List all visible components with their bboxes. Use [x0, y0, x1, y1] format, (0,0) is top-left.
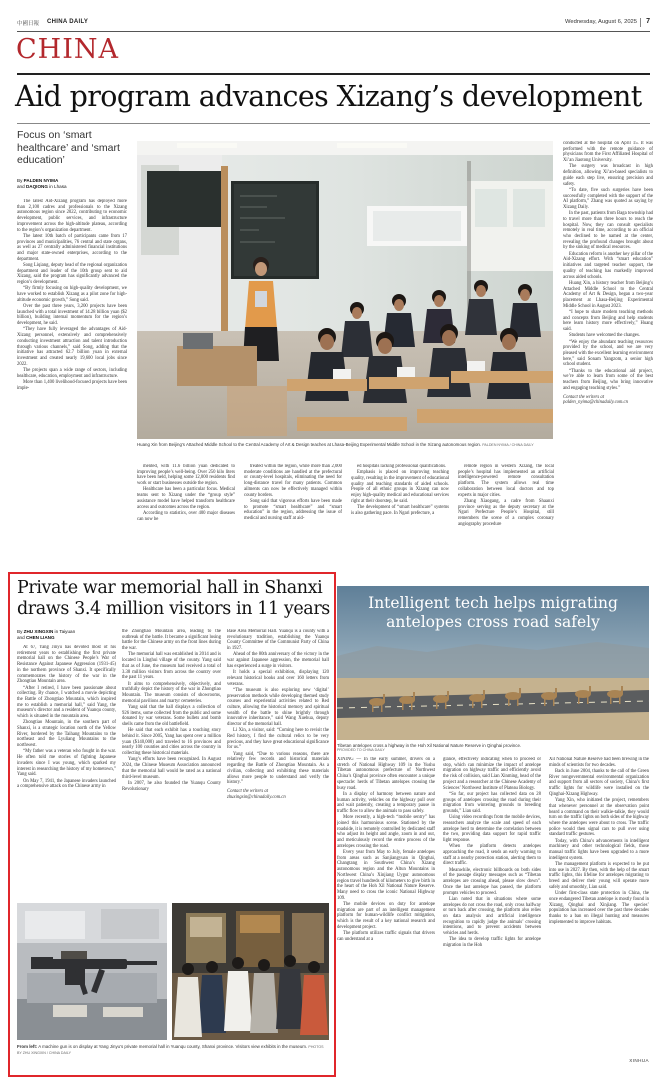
contact-label: Contact the writers at [563, 394, 605, 400]
byline-location: in Taiyuan [54, 629, 76, 634]
shanxi-byline [17, 629, 117, 641]
section-rule [17, 73, 650, 75]
paragraph: Every year from May to July, female antelopes from areas such as Sanjiangyuan in Qinghai, Changtang in Southwest China’s Xizang autonomous region and the Altun Mountains in Northwest China’s Xinjiang Uygur autonomous region travel hundreds of kilometers to give birth in the heart of the Hoh Xil National Nature Reserve. Many need to cross the iconic National Highway 109. [337, 850, 435, 901]
paragraph: Over the past three years, 3,200 projects have been launched with a total investment of 14.28 billion yuan ($2 billion), building internal momentum for the region’s development, he said. [17, 304, 127, 327]
paragraph: Meanwhile, electronic billboards on both sides of the passage display messages such as “Tibetan antelopes are crossing ahead, please slow down”. Once the last antelope has passed, the platform prompts vehicles to proceed. [443, 867, 541, 896]
byline-conjunction: and [17, 635, 25, 640]
headline-line: Intelligent tech helps migrating [368, 594, 618, 612]
byline-conjunction: and [17, 184, 25, 189]
paragraph: The memorial hall was established in 2014 and is located in Linghui village of the county. Yang said that as of June, the museum had received a total of 3.38 million visitors from across the country over the past 11 years. [122, 652, 221, 681]
visitors-photo [172, 903, 329, 1040]
author-name: DAQIONG [25, 184, 48, 189]
antelope-column-1 [337, 757, 435, 1087]
paragraph: “Thanks to the educational aid project, we’re able to learn from some of the best teachers from Beijing, who bring innovative and engaging teaching styles.” [563, 368, 653, 391]
antelope-headline [337, 594, 649, 632]
photo-credit: PROVIDED TO CHINA DAILY [337, 748, 385, 753]
top-column-1 [17, 199, 127, 562]
paragraph: He said that each exhibit has a touching story behind it. Since 2005, Yang has spent over a million yuan ($140,000) and traveled to 16 provinces and nearly 100 counties and cities across the country in collecting these historical materials. [122, 728, 221, 757]
top-column-6 [563, 141, 653, 551]
paragraph: According to statistics, over 400 major diseases can now be [137, 510, 235, 522]
contact-line [227, 789, 329, 800]
byline-prefix: By [17, 178, 23, 183]
paragraph: The idea to develop traffic lights for antelope migration in the Hoh [443, 937, 541, 949]
masthead-rule [17, 31, 650, 32]
paragraph: The management platform is expected to be put into use in 2027. By then, with the help of the smart traffic lights, this lifeline for antelopes migrating to breed and deliver their young will operate more safely and smoothly, Lian said. [549, 862, 649, 890]
paragraph: Song said that vigorous efforts have been made to promote “smart healthcare” and “smart education” in the region, addressing the issue of medical and nursing staff at aid- [244, 498, 342, 521]
classroom-photo-caption [137, 442, 553, 448]
antelope-caption [337, 743, 649, 754]
paragraph: More than 1,400 livelihood-focused projects have been imple- [17, 379, 127, 391]
caption-text: Huang Xin from Beijing’s Attached Middle School to the Central Academy of Art & Design teaches at Lhasa-Beijing Experimental Middle School in the Xizang autonomous region. [137, 442, 482, 447]
contact-label: Contact the writers at [227, 788, 269, 794]
paragraph: ed hospitals lacking professional qualifications. [357, 464, 447, 469]
paragraph: Yang Xin, who initiated the project, remembers that whenever personnel at the observation point heard a command on their walkie-talkie, they would turn on the traffic lights on both sides of the highway where the antelopes were about to cross. The traffic police would then signal cars to pull over using standard traffic gestures. [549, 798, 649, 838]
top-byline [17, 178, 127, 190]
shanxi-column-1 [17, 645, 116, 899]
antelope-column-3 [549, 757, 649, 1059]
top-column-2 [137, 464, 235, 562]
paragraph: The mobile devices on duty for antelope migration are part of an intelligent management platform for human-wildlife conflict mitigation, which is the result of a key national research and development project. [337, 901, 435, 930]
masthead-divider [640, 18, 641, 27]
byline-prefix: By [17, 629, 23, 634]
photo-credit: PALDEN NYIMA / CHINA DAILY [482, 443, 534, 447]
paragraph: “We enjoy the abundant teaching resources provided by the school, and we are very pleased with the excellent learning environment here,” said Sonam Yangzom, a senior high school student. [563, 339, 653, 368]
agency-credit: XINHUA [629, 1058, 649, 1063]
paragraph: When the platform detects antelopes approaching the road, it sends an early warning to staff at a nearby protection station, alerting them to direct traffic. [443, 844, 541, 867]
byline-location: in Lhasa [49, 184, 67, 189]
paragraph: Yang’s efforts have been recognized. In August 2024, the Chinese Museum Association announced that the memorial hall would be rated as a national third-level museum. [122, 757, 221, 780]
contact-email: palden_nyima@chinadaily.com.cn [563, 400, 628, 406]
masthead-logo: 中國日報 [17, 21, 40, 27]
top-column-4 [351, 464, 449, 562]
paragraph: More recently, a high-tech “mobile sentry” has joined this harmonious scene. Stationed by the roadside, it is remotely controlled by dedicated staff who adjust its height and angle, zoom in and out, and meticulously record the entire process of the antelopes crossing the road. [337, 815, 435, 849]
top-headline: Aid program advances Xizang’s development [15, 80, 642, 113]
paragraph: In the past, patients from Baga township had to travel more than three hours to reach the hospital. Now, they can consult specialists remotely in real time, according to an official who declined to be named at the center, revealing the profound changes brought about by the sinking of medical resources. [563, 211, 653, 251]
paragraph: “The museum is also exploring new ‘digital’ preservation methods while developing themed study courses and experiential activities related to Red culture, allowing the historical memory and spiritual wealth of the battle to shine brightly through innovative inheritance,” said Wang Xuehua, deputy director of the memorial hall. [227, 687, 329, 728]
paragraph: At 67, Yang Jinyu has devoted most of his retirement years to establishing the first private memorial hall on the Chinese People’s War of Resistance Against Japanese Aggression (1931-45) in the northern province of Shanxi. It specifically commemorates the history of the war in the Zhongtiao Mountain area. [17, 645, 116, 685]
headline-line: antelopes cross road safely [386, 613, 600, 631]
paragraph: Emphasis is placed on improving teaching quality, resulting in the improvement of educational quality and teaching standards of aided schools. People of all ethnic groups in Xizang can now enjoy high-quality medical and educational services right at their doorstep, he said. [351, 470, 449, 504]
machine-gun-photo [17, 903, 167, 1040]
page-number: 7 [646, 18, 650, 25]
paragraph: remote region in western Xizang, the local people’s hospital has implemented an artificial intelligence-powered remote consultation platform. The system allows real time collaboration between local doctors and top experts in major cities. [458, 464, 554, 498]
paragraph: It aims to comprehensively, objectively, and truthfully depict the history of the war in Zhongtiao Mountain. The museum consists of showrooms, memorial pavilions and martyr cemeteries. [122, 681, 221, 704]
paragraph: Song Liqiang, deputy head of the regional organization department and leader of the 10th group sent to aid Xizang, said the program has significantly advanced the region’s development. [17, 262, 127, 286]
paragraph: In a display of harmony between nature and human activity, vehicles on the highway pull over and wait patiently, creating a temporary pause in traffic flow to allow the animals to pass safely. [337, 791, 435, 814]
caption-text: Tibetan antelopes cross a highway in the Hoh Xil National Nature Reserve in Qinghai province. [337, 743, 522, 748]
paragraph: Under first-class state protection in China, the once endangered Tibetan antelope is mostly found in Xizang, Qinghai and Xinjiang. The species’ population has increased over the past three decades thanks to a ban on illegal hunting and measures implemented to improve habitats. [549, 891, 649, 925]
paragraph: treated within the region, while more than 2,000 moderate conditions are handled at the prefectural or county-level hospitals, eliminating the need for long-distance travel for many patients. Common ailments can now be effectively managed within county borders. [244, 464, 342, 498]
paragraph: The surgery was broadcast in high definition, allowing Xi’an-based specialists to guide each step live, ensuring precision and safety. [563, 164, 653, 187]
headline-line: Private war memorial hall in Shanxi [17, 578, 323, 598]
paragraph: The development of “smart healthcare” systems is also gathering pace. In Ngari prefecture, a [351, 505, 449, 516]
antelope-column-2 [443, 757, 541, 1087]
paragraph: “I hope to share modern teaching methods and concepts from Beijing and help students here learn history more effectively,” Huang said. [563, 309, 653, 333]
shanxi-column-3 [227, 629, 329, 899]
paragraph: Using video recordings from the mobile devices, researchers analyze the scale and speed of each antelope herd to determine the correlation between the two, providing data support for rapid traffic light response. [443, 815, 541, 844]
paragraph: glance, effectively indicating when to proceed or stop, which can minimize the impact of antelope migration on highway traffic and efficiently avoid the risk of collision, said Lian Xinming, head of the project and a researcher at the Chinese Academy of Sciences’ Northwest Institute of Plateau Biology. [443, 757, 541, 791]
contact-email: zhuxingxin@chinadaily.com.cn [227, 794, 286, 800]
paragraph: “After I retired, I have been passionate about collecting. By chance, I watched a movie depicting the Battle of Zhongtiao Mountain, which inspired me to establish a memorial hall,” said Yang, the museum’s director and a resident of Yuanqu county, which is situated in the mountain area. [17, 685, 116, 720]
paragraph: Healthcare has been a particular focus. Medical teams sent to Xizang under the “group style” assistance model have helped transform healthcare access and outcomes across the region. [137, 487, 235, 510]
paragraph: Students have welcomed the changes. [569, 333, 640, 339]
paragraph: The latest Aid-Xizang program has deployed more than 2,100 cadres and professionals to the Xizang autonomous region since 2022, contributing to economic development, public services, and infrastructure improvement across the high-altitude plateau, according to the region’s organization department. [17, 199, 127, 233]
paragraph: Today, with China’s advancements in intelligent machinery and other technological fields, those manual traffic lights have been upgraded to a more intelligent system. [549, 838, 649, 861]
paragraph: Li Xin, a visitor, said: “Coming here to revisit the Red history, I find the cultural relics to be very precious, and they have great educational significance for us.” [227, 728, 329, 751]
shanxi-headline [17, 578, 332, 620]
paragraph: On May 7, 1941, the Japanese invaders launched a comprehensive attack on the Chinese army in [17, 778, 116, 790]
paragraph: “My father was a veteran who fought in the war. He often told me stories of fighting Japanese invaders since I was young, which sparked my interest in researching the history of my hometown,” Yang said. [17, 749, 116, 778]
paragraph: Ahead of the 80th anniversary of the victory in the war against Japanese aggression, the memorial hall has experienced a surge in visitors. [227, 652, 329, 669]
paragraph: Zhang Xiaogang, a cadre from Shaanxi province serving as the deputy secretary at the Ngari Prefecture People’s Hospital, still remembers the scene of a complex coronary angiography procedure [458, 498, 554, 527]
paragraph: “To date, five such surgeries have been successfully completed with the support of the AI platform,” Zhang was quoted as saying by Xizang Daily. [563, 187, 653, 210]
paragraph: The platform utilizes traffic signals that drivers can understand at a [337, 931, 435, 942]
classroom-photo [137, 141, 553, 439]
paragraph: Back in June 2004, thanks to the call of the Green River nongovernmental environmental organization and support from all sectors of society, China’s first traffic lights for wildlife were installed on the Qinghai-Xizang Highway. [549, 769, 649, 797]
author-name: ZHU XINGXIN [23, 629, 54, 634]
paragraph: conducted at the hospital on April 15. It was performed with the remote guidance of physicians from the First Affiliated Hospital of Xi’an Jiaotong University. [563, 141, 653, 164]
paragraph: “By firmly focusing on high-quality development, we have worked to establish Xizang as a pilot zone for high-altitude economic growth,” Song said. [17, 286, 127, 303]
headline-line: draws 3.4 million visitors in 11 years [17, 599, 330, 619]
author-name: CHEN LIANG [25, 635, 55, 640]
paragraph: The latest 10th batch of participants came from 17 provinces and municipalities, 76 central and state organs, as well as 27 centrally administered financial institutions and major state-owned enterprises, according to the department. [17, 233, 127, 262]
paragraph: Zhongtiao Mountain, in the southern part of Shanxi, is a strategic location north of the Yellow River, bordered by the Taihang Mountains to the northeast and the Lyuliang Mountains to the northwest. [17, 720, 116, 749]
paragraph: mented, with 11.6 billion yuan dedicated to improving people’s well-being. Over 250 kilo liters have been held, helping some 12,000 residents find work or start businesses outside the region. [137, 464, 235, 487]
paragraph: In 2007, he also founded the Yuanqu County Revolutionary [122, 780, 221, 792]
caption-text: A machine gun is on display at Yang Jinyu’s private memorial hall in Yuanqu county, Shanxi province. Visitors view exhibits in the museum. [38, 1044, 308, 1049]
author-name: PALDEN NYIMA [23, 178, 59, 183]
caption-label: From left: [17, 1044, 38, 1049]
paragraph: “They have fully leveraged the advantages of Aid-Xizang personnel, extensively and comprehensively conducting investment attraction and talent introduction through various channels,” said Song, adding that the initiative has attracted 62.7 billion yuan in external investment and created nearly 19,600 local jobs since 2022. [17, 327, 127, 367]
section-title: CHINA [16, 34, 119, 65]
paragraph: Huang Xin, a history teacher from Beijing’s Attached Middle School to the Central Academy of Art & Design, began a two-year placement at Lhasa-Beijing Experimental Middle School in August 2023. [563, 280, 653, 309]
paragraph: XINING — In the early summer, drivers on a stretch of National Highway 109 in the Yushu Tibetan autonomous prefecture of Northwest China’s Qinghai province often encounter a unique spectacle: herds of Tibetan antelopes crossing the busy road. [337, 757, 435, 791]
paragraph: Xil National Nature Reserve had been brewing in the minds of scientists for two decades. [549, 757, 649, 768]
top-column-3 [244, 464, 342, 562]
paragraph: “So far, our project has collected data on 28 groups of antelopes crossing the road during their migration from wintering grounds to breeding grounds,” Lian said. [443, 791, 541, 814]
contact-line [563, 395, 653, 406]
masthead-date: Wednesday, August 6, 2025 [565, 19, 637, 25]
paragraph: Yang said that the hall displays a collection of 926 items, some collected from the public and some donated by war veterans. Some bullets and bomb shells came from the old battlefield. [122, 704, 221, 728]
headline-rule [17, 123, 650, 124]
top-column-5 [458, 464, 554, 562]
paragraph: Lian noted that in situations where some antelopes do not cross the road, only cross halfway or turn back after crossing, the platform also relies on data analysis and artificial intelligence recognition to rapidly judge the animals’ crossing intentions, and to prevent accidents between vehicles and herds. [443, 896, 541, 937]
paragraph: Education reform is another key pillar of the Aid-Xizang effort. With “smart education” initiatives and targeted teacher support, the quality of teaching has markedly improved across aided schools. [563, 251, 653, 280]
paragraph: the Zhongtiao Mountain area, leading to the outbreak of the battle. It became a significant losing battle for the Chinese army on the front lines during the war. [122, 629, 221, 652]
paragraph: Base Area Memorial Hall. Yuanqu is a county with a revolutionary tradition, establishing the Yuanqu County Committee of the Communist Party of China in 1927. [227, 629, 329, 652]
paragraph: It holds a special exhibition, displaying 120 relevant historical books and over 160 letters from veterans. [227, 670, 329, 687]
paragraph: Yang said, “Due to various reasons, there are relatively few records and historical materials regarding the Battle of Zhongtiao Mountain. As a civilian, collecting and exhibiting these materials allows more people to understand and verify the history.” [227, 751, 329, 786]
paragraph: The projects span a wide range of sectors, including healthcare, education, employment and infrastructure. [17, 367, 127, 379]
masthead-paper-name: CHINA DAILY [47, 19, 89, 25]
top-deck: Focus on ‘smart healthcare’ and ‘smart education’ [17, 129, 120, 166]
shanxi-column-2 [122, 629, 221, 899]
photo-credit: PHOTOS BY ZHU XINGXIN / CHINA DAILY [17, 1045, 324, 1056]
shanxi-caption [17, 1044, 329, 1057]
